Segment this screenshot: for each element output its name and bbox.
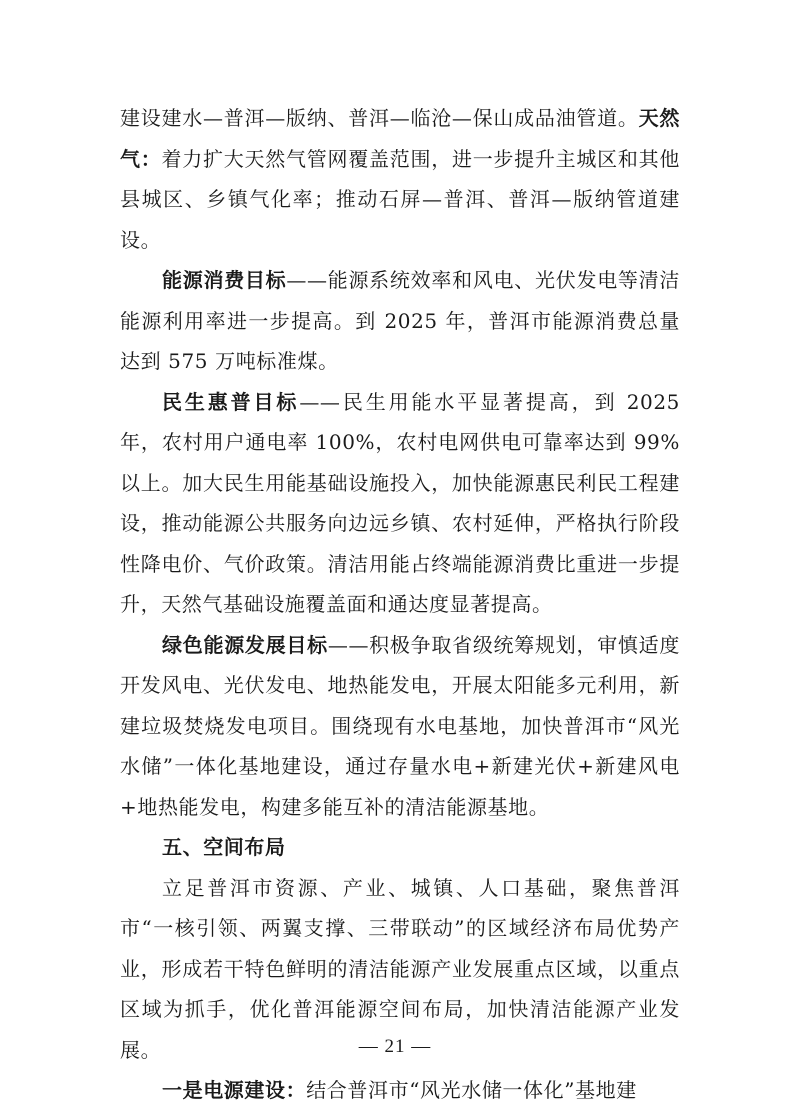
paragraph-lead-bold: 民生惠普目标 — [162, 389, 300, 414]
section-heading: 五、空间布局 — [162, 835, 286, 859]
body-text — [120, 98, 680, 1111]
paragraph-livelihood-target — [120, 382, 680, 625]
paragraph-text-rest: 着力扩大天然气管网覆盖范围，进一步提升主城区和其他县城区、乡镇气化率；推动石屏—普洱、普洱—版纳管道建设。 — [120, 146, 681, 252]
paragraph-pipeline-gas — [120, 98, 680, 260]
paragraph-lead-bold: 能源消费目标 — [162, 268, 287, 292]
paragraph-text: 建设建水—普洱—版纳、普洱—临沧—保山成品油管道。 — [120, 106, 639, 130]
paragraph-energy-consumption-target — [120, 260, 680, 382]
paragraph-text: ——民生用能水平显著提高，到 2025 年，农村用户通电率 100%，农村电网供电可靠率达到 99%以上。加大民生用能基础设施投入，加快能源惠民利民工程建设，推动能源公共服务向边远乡镇、农村延伸，严格执行阶段性降电价、气价政策。清洁用能占终端能源消费比重进一步提升，天然气基础设施覆盖面和通达度显著提高。 — [120, 389, 680, 616]
paragraph-lead-bold: 绿色能源发展目标 — [162, 632, 328, 657]
paragraph-text: ——积极争取省级统筹规划，审慎适度开发风电、光伏发电、地热能发电，开展太阳能多元利用，新建垃圾焚烧发电项目。围绕现有水电基地，加快普洱市“风光水储”一体化基地建设，通过存量水电+新建光伏+新建风电+地热能发电，构建多能互补的清洁能源基地。 — [120, 632, 680, 819]
page-number: — 21 — — [358, 1036, 432, 1057]
paragraph-green-energy-target — [120, 625, 680, 828]
paragraph-text: 结合普洱市“风光水储一体化”基地建 — [306, 1078, 637, 1102]
paragraph-text: ——能源系统效率和风电、光伏发电等清洁能源利用率进一步提高。到 2025 年，普洱市能源消费总量达到 575 万吨标准煤。 — [120, 268, 680, 373]
paragraph-text: 立足普洱市资源、产业、城镇、人口基础，聚焦普洱市“一核引领、两翼支撑、三带联动”的区域经济布局优势产业，形成若干特色鲜明的清洁能源产业发展重点区域，以重点区域为抓手，优化普洱能源空间布局，加快清洁能源产业发展。 — [120, 875, 680, 1062]
paragraph-lead-bold: 一是电源建设： — [162, 1078, 307, 1102]
paragraph-power-construction — [120, 1070, 680, 1111]
paragraph-lead-bold: 天然气： — [120, 106, 681, 171]
